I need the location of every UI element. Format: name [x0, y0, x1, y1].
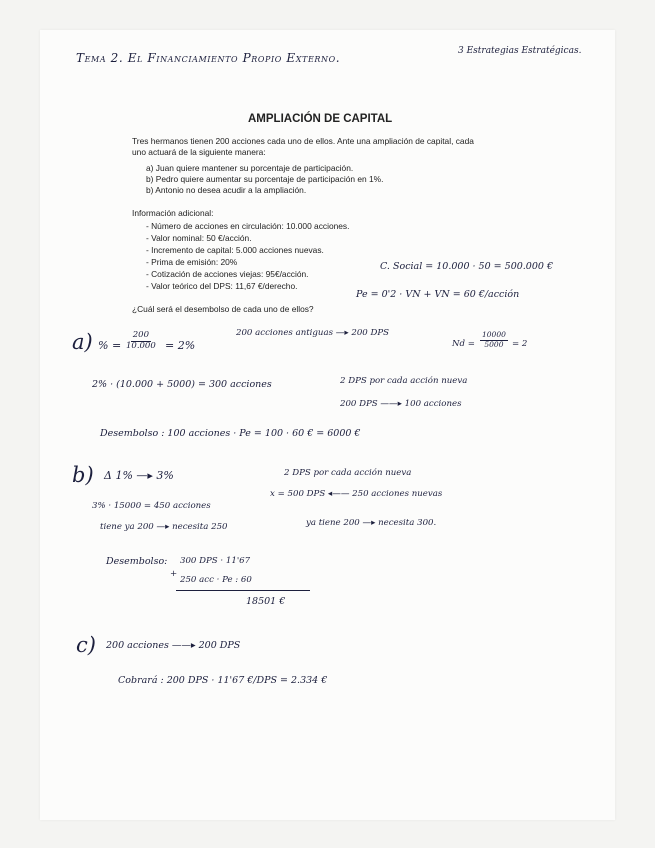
info-item: - Número de acciones en circulación: 10.000 acciones. [146, 221, 350, 231]
part-b-ratio: 2 DPS por cada acción nueva [284, 468, 412, 478]
part-a-nd-fraction [480, 331, 508, 349]
part-c-cobrara: Cobrará : 200 DPS · 11'67 €/DPS = 2.334 € [118, 675, 328, 686]
part-a-label: a) [72, 330, 93, 354]
part-c-dps: 200 acciones ——▸ 200 DPS [106, 640, 241, 651]
part-b-term-1: 300 DPS · 11'67 [180, 556, 251, 566]
part-b-total: 18501 € [246, 596, 286, 607]
fraction-numerator: 200 [132, 330, 149, 340]
info-item: - Cotización de acciones viejas: 95€/acción. [146, 269, 309, 279]
fraction-numerator: 10000 [482, 330, 506, 339]
part-a-percent-result: = 2% [165, 339, 196, 352]
part-a-ratio-result: 200 DPS ——▸ 100 acciones [340, 399, 462, 409]
capital-social-note: C. Social = 10.000 · 50 = 500.000 € [380, 261, 553, 272]
part-a-nd-result: = 2 [512, 339, 528, 349]
part-a-nd-prefix: Nd = [452, 339, 475, 349]
part-a-desembolso: Desembolso : 100 acciones · Pe = 100 · 60 € = 6000 € [100, 428, 361, 439]
info-heading: Información adicional: [132, 208, 214, 218]
part-a-ratio: 2 DPS por cada acción nueva [340, 376, 468, 386]
part-b-desembolso-label: Desembolso: [106, 556, 168, 567]
part-b-x-equation: x = 500 DPS ◂—— 250 acciones nuevas [270, 489, 443, 499]
part-b-already-has: tiene ya 200 —▸ necesita 250 [100, 522, 228, 532]
part-a-percent-fraction [126, 331, 156, 352]
header-topic: Tema 2. El Financiamiento Propio Externo. [76, 51, 341, 65]
part-b-calculation: 3% · 15000 = 450 acciones [92, 501, 211, 511]
part-b-already-has-note: ya tiene 200 —▸ necesita 300. [306, 518, 437, 528]
issue-price-note: Pe = 0'2 · VN + VN = 60 €/acción [356, 289, 520, 300]
header-section: 3 Estrategias Estratégicas. [458, 46, 582, 56]
question: ¿Cuál será el desembolso de cada uno de ellos? [132, 304, 314, 314]
paper-sheet [40, 30, 615, 820]
fraction-denominator: 10.000 [126, 340, 156, 351]
sum-line [176, 590, 310, 591]
part-a-calculation: 2% · (10.000 + 5000) = 300 acciones [92, 379, 272, 390]
part-a-dps-note: 200 acciones antiguas —▸ 200 DPS [236, 328, 390, 338]
problem-intro-line-1: Tres hermanos tienen 200 acciones cada uno de ellos. Ante una ampliación de capital, cada [132, 136, 474, 146]
part-a-percent-prefix: % = [98, 339, 122, 352]
case-item: a) Juan quiere mantener su porcentaje de participación. [146, 163, 354, 173]
problem-intro-line-2: uno actuará de la siguiente manera: [132, 147, 266, 157]
case-item: b) Pedro quiere aumentar su porcentaje de participación en 1%. [146, 174, 384, 184]
problem-title: AMPLIACIÓN DE CAPITAL [248, 113, 393, 125]
info-item: - Valor nominal: 50 €/acción. [146, 233, 252, 243]
part-b-label: b) [72, 463, 94, 487]
fraction-denominator: 5000 [484, 339, 504, 349]
case-item: b) Antonio no desea acudir a la ampliación. [146, 185, 307, 195]
info-item: - Incremento de capital: 5.000 acciones nuevas. [146, 245, 324, 255]
info-item: - Prima de emisión: 20% [146, 257, 238, 267]
info-item: - Valor teórico del DPS: 11,67 €/derecho. [146, 281, 298, 291]
part-b-plus-sign: + [170, 569, 178, 579]
part-b-delta: Δ 1% —▸ 3% [104, 469, 174, 482]
part-b-term-2: 250 acc · Pe : 60 [180, 575, 252, 585]
part-c-label: c) [76, 633, 96, 657]
